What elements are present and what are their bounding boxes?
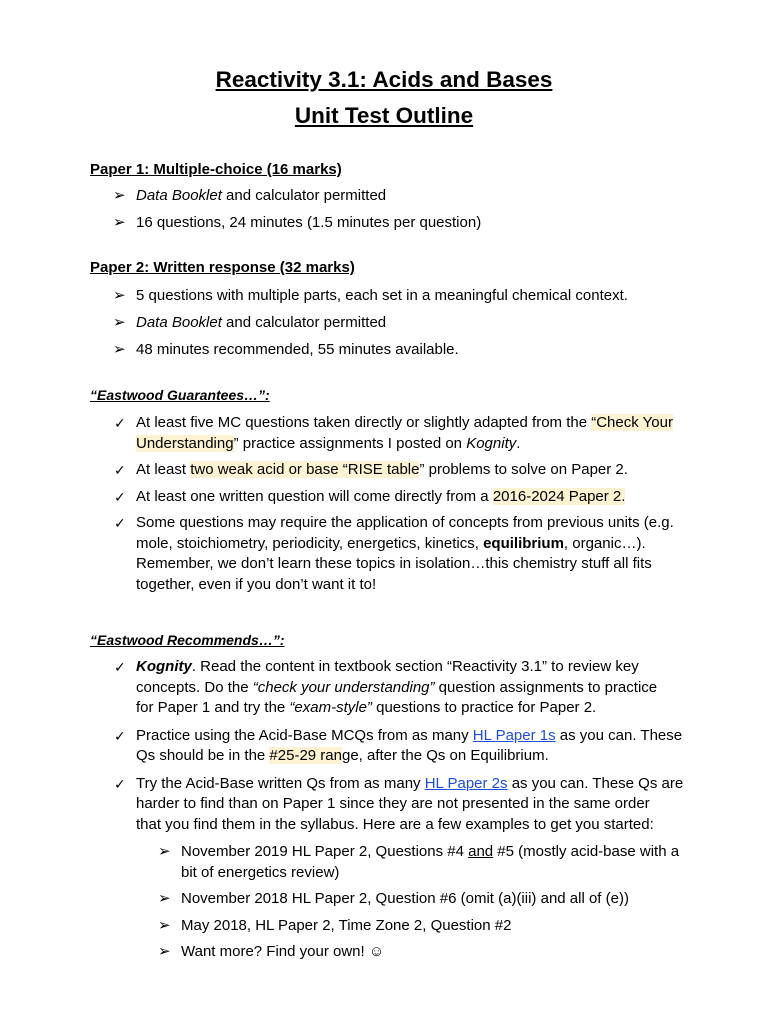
paper2-heading: Paper 2: Written response (32 marks) (90, 259, 355, 276)
text-run: #5 (mostly acid-base with a (493, 843, 680, 860)
paper1-list (113, 186, 482, 234)
text-run: ” practice assignments I posted on (233, 434, 467, 452)
text-run: as you can. These Qs are (507, 774, 684, 792)
recommends-heading: “Eastwood Recommends…”: (90, 632, 285, 648)
text-run: harder to find than on Paper 1 since they are not presented in the same order (136, 795, 650, 812)
list-item-text: 5 questions with multiple parts, each set in a meaningful chemical context. (136, 287, 628, 304)
text-run: question assignments to practice (434, 678, 658, 696)
text-run: ge, after the Qs on Equilibrium. (341, 747, 549, 764)
list-item (158, 942, 701, 963)
list-item (158, 916, 701, 937)
arrow-bullet-icon: ➢ (158, 843, 171, 860)
booklet-text: Data Booklet (136, 187, 222, 204)
text-run: . Read the content in textbook section “Reactivity 3.1” to review key (191, 658, 639, 675)
list-item-text: and calculator permitted (221, 314, 387, 331)
text-run: November 2019 HL Paper 2, Questions #4 (181, 843, 469, 860)
paper1-heading: Paper 1: Multiple-choice (16 marks) (90, 161, 342, 178)
list-item (113, 313, 628, 340)
text-run: for Paper 1 and try the (136, 699, 290, 716)
list-item (113, 213, 482, 234)
text-run: mole, stoichiometry, periodicity, energetics, kinetics, (136, 534, 484, 552)
text-run: November 2018 HL Paper 2, Question #6 (omit (a)(iii) and all of (e)) (181, 890, 629, 907)
kognity-text: Kognity (136, 658, 192, 675)
page-title: Reactivity 3.1: Acids and Bases (215, 67, 553, 92)
list-item (114, 460, 696, 481)
page-subtitle: Unit Test Outline (294, 103, 474, 128)
arrow-bullet-icon: ➢ (113, 341, 126, 358)
text-run: Remember, we don’t learn these topics in isolation…this chemistry stuff all fits (136, 555, 652, 572)
list-item (113, 186, 481, 213)
text-run: that you find them in the syllabus. Here are a few examples to get you started: (136, 815, 654, 833)
list-item (114, 657, 696, 719)
text-run: Qs should be in the (136, 747, 270, 764)
text-run: At least one written question will come directly from a (136, 487, 493, 505)
text-run: ” problems to solve on Paper 2. (419, 461, 628, 478)
guarantees-list (114, 413, 696, 595)
check-bullet-icon: ✓ (114, 775, 126, 792)
text-run: bit of energetics review) (181, 863, 340, 881)
check-bullet-icon: ✓ (114, 488, 126, 505)
text-run: At least (136, 461, 191, 478)
kognity-text: Kognity (466, 434, 517, 452)
list-item (114, 774, 696, 836)
booklet-text: Data Booklet (136, 314, 222, 331)
underlined-text: and (468, 843, 494, 860)
hl-paper1-link[interactable]: HL Paper 1s (472, 726, 556, 744)
italic-text: “check your understanding” (252, 678, 435, 696)
text-run: . (516, 434, 521, 452)
list-item-text: 48 minutes recommended, 55 minutes available. (136, 341, 459, 358)
list-item (158, 889, 701, 910)
list-item (114, 487, 696, 508)
italic-text: “exam-style” (289, 699, 372, 716)
recommends-list (114, 657, 696, 835)
list-item-text: and calculator permitted (221, 187, 387, 204)
arrow-bullet-icon: ➢ (158, 916, 171, 934)
arrow-bullet-icon: ➢ (113, 187, 126, 204)
hl-paper2-link[interactable]: HL Paper 2s (424, 774, 508, 792)
text-run: Some questions may require the application of concepts from previous units (e.g. (136, 514, 674, 531)
text-run: At least five MC questions taken directly or slightly adapted from the (136, 414, 592, 431)
highlighted-text: #25-29 ran (269, 747, 342, 764)
text-run: May 2018, HL Paper 2, Time Zone 2, Question #2 (181, 916, 512, 934)
text-run: Try the Acid-Base written Qs from as many (136, 774, 425, 792)
list-item (114, 726, 696, 767)
text-run: concepts. Do the (136, 678, 253, 696)
text-run: together, even if you don’t want it to! (136, 575, 377, 593)
arrow-bullet-icon: ➢ (113, 214, 126, 231)
text-run: questions to practice for Paper 2. (371, 699, 597, 716)
list-item (113, 286, 628, 313)
check-bullet-icon: ✓ (114, 659, 126, 675)
arrow-bullet-icon: ➢ (113, 287, 126, 304)
highlighted-text: two weak acid or base “RISE table (190, 461, 420, 478)
check-bullet-icon: ✓ (114, 462, 126, 478)
paper2-list (113, 286, 628, 361)
list-item (114, 513, 696, 595)
list-item (114, 413, 696, 454)
arrow-bullet-icon: ➢ (158, 890, 171, 907)
check-bullet-icon: ✓ (114, 727, 126, 744)
text-run: Practice using the Acid-Base MCQs from as many (136, 726, 473, 744)
bold-text: equilibrium (483, 534, 564, 552)
highlighted-text: Understanding (136, 434, 234, 452)
arrow-bullet-icon: ➢ (113, 314, 126, 331)
examples-list (158, 842, 701, 963)
list-item (158, 842, 701, 883)
arrow-bullet-icon: ➢ (158, 943, 171, 960)
check-bullet-icon: ✓ (114, 415, 126, 431)
list-item (113, 340, 628, 361)
text-run: Want more? Find your own! ☺ (181, 943, 385, 960)
list-item-text: 16 questions, 24 minutes (1.5 minutes per question) (136, 214, 482, 231)
highlighted-text: “Check Your (591, 414, 673, 431)
text-run: as you can. These (555, 726, 683, 744)
text-run: , organic…). (563, 534, 646, 552)
check-bullet-icon: ✓ (114, 515, 126, 531)
guarantees-heading: “Eastwood Guarantees…”: (90, 387, 270, 403)
highlighted-text: 2016-2024 Paper 2. (492, 487, 626, 505)
